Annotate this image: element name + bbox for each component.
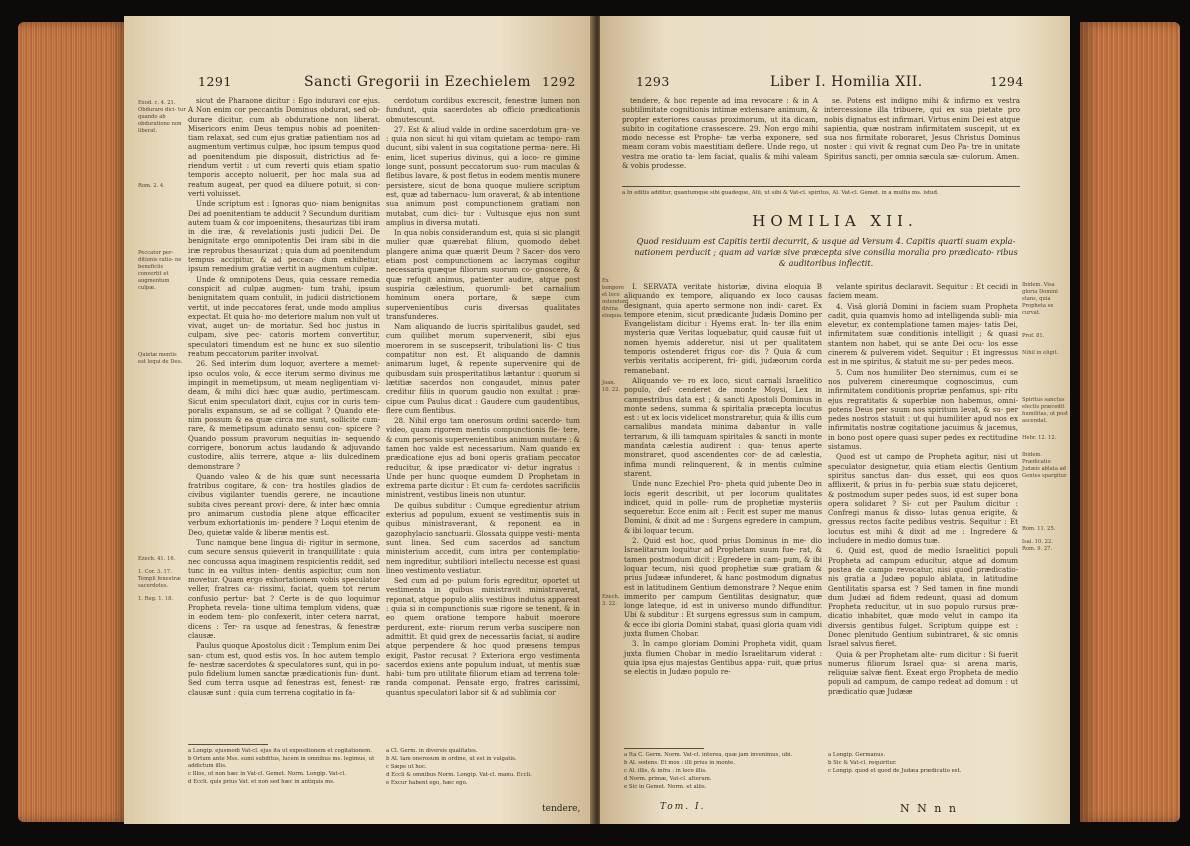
margin-note: Rom. 2. 4. [138, 183, 165, 189]
footnote: d Norm. primæ, Vat-cl. alterum. [624, 776, 712, 782]
right-top-column-b [824, 96, 1020, 162]
left-page-edges [18, 22, 128, 822]
margin-note: Spiritus sanctus electis præcedit humilitas, ut post ascendat. [1022, 397, 1068, 424]
paragraph: Unde & omnipotens Deus, quia cessare remedia conspicit ad culpæ augmen- tum trahi, ipsum benignitatem quam contulit, in judicii districtionem vertit, ut inde peccatores ferat, unde modo amplius expectat. Et quia ho- mo deteriore malum non vult ut vivat, auget un- de moriatur. Sed hoc justus in culpam, sive pec- catoris mortem convertitur, speculatori timendum est ne hunc ex suo silentio reatum peccatorum pariter involvat. [188, 274, 380, 359]
paragraph: cerdotum cordibus excrescit, fenestræ lumen non fundunt, quia sacerdotes ab officio prædicationis obmutescunt. [386, 96, 580, 124]
left-footnotes-a [188, 748, 378, 787]
footnote: a Longip. ejusmodi Vat-cl. ejus ita ut expositionem et cogitationem. [188, 748, 372, 754]
margin-note: Ezech. 41. 16. [138, 556, 176, 562]
paragraph: se. Potens est indigno mihi & infirmo ex vestra intercessione illa tribuere, qui ex sua pietate pro nobis dignatus est infirmari. Virtus enim Dei est atque sapientia, quæ nostram infirmitatem suscepit, ut ex sua nos firmitate roboraret, Jesus Christus Dominus noster : qui vivit & regnat cum Deo Pa- tre in unitate Spiritus sancti, per omnia sæcula sæ- culorum. Amen. [824, 96, 1020, 161]
footnote: b Ortum ante Mss. sumi subditus, lucem in omnibus ms. legimus, ut addictum illis. [188, 756, 375, 769]
paragraph: 5. Cum nos humiliter Deo sternimus, cum ei se nos pulverem cinereumque cognoscimus, cum infirmitatem conditionis propriæ penfamus, spi- ritu ejus regratitatis & superbiæ non habemus, omni- potens Deus per suum nos spiritum levat, & su- per pedes nostros statuit : ut qui humiliter apud nos ex infirmitatis nostræ cogitatione jacuimus & jacemus, in bono post opere quasi super pedes ex rectitudine sistamus. [828, 367, 1018, 452]
right-margin-notes-a [602, 278, 629, 614]
margin-note: Peccator per- ditionis ratio- ne beneficiis convertit et augmentum culpæ. [138, 250, 182, 291]
footnote-rule [624, 748, 704, 749]
paragraph: Quod est ut campo de Propheta agitur, nisi ut speculator designetur, quia etiam electis Gentium spiritus sanctus dan- dus esset, qui eos quos afflixerit, & prius in fu- perbia suæ statu dejiceret, & postmodum super pedes suos, id est super bona opera solidaret ? Si- cut per Paulum dicitur : Confregi manus & disso- lutas genua erigite, & gressus rectos facite pedibus vestris. Sequitur : Et locutus est mihi & dixit ad me : Ingredere & includere in medio domus tuæ. [828, 452, 1018, 546]
margin-note: Isai. 10. 22. Rom. 9. 27. [1022, 539, 1053, 552]
paragraph: Quia & per Prophetam alte- rum dicitur : Si fuerit numerus filiorum Israel qua- si arena maris, reliquiæ salvæ fient. Exeat ergo Propheta de medio populi ad campum, de campo redeat ad domum : ut prædicatio quæ Judææ [828, 649, 1018, 696]
right-page-number-b: 1294 [990, 74, 1024, 89]
footnote: c Illos, ut non hæc in Vat-cl. Gemet. Norm. Longip. Vat-cl. [188, 771, 346, 777]
signature-mark: Tom. I. [660, 802, 706, 812]
left-margin-notes [138, 100, 186, 609]
footnote: b Al. tam onerosum in ordine, ut est in vulgatis. [386, 756, 517, 762]
paragraph: 3. In campo gloriam Domini Propheta vidit, quam juxta flumen Chobar in medio Israelitarum viderat : quia ipsa ejus majestas Gentibus appa- ruit, quæ prius se electis in Judæo populo re- [624, 639, 822, 677]
margin-note: Ex tempore et loco ostendunt divina eloquia. [602, 278, 629, 319]
paragraph: Aliquando ve- ro ex loco, sicut carnali Israelitico populo, def- cenderet de monte Moysi, Lex in campestribus data est ; & sancti Apostoli Dominus in monte sedens, summa & spiritalia præcepta locutus est : ut ex locis videlicet monstraretur, quia & illis cum carnalibus mandata minima dabantur in valle terrarum, & illi tamquam spiritales & sancti in monte mandata cælestia audirent : qua- tenus aperte monstraret, quod ascendentes cor- de ad cælestia, infima mundi relinquerent, & in mentis culmine starent. [624, 375, 822, 478]
footnote: d Eccli & omnibus Norm. Longip. Vat-cl. manu. Eccli. [386, 772, 532, 778]
margin-note: Quietæ mentis est loqui de Deo. [138, 352, 183, 365]
paragraph: Sed cum ad po- pulum foris egreditur, oportet ut vestimenta in quibus ministravit ministraverat, reponat, atque populo aliis vestibus indutus appareat : quia si in compunctionis suæ rigore se tenent, & in eo quem oratione tempore habuit moerore perdurent, exte- riorum rerum verba suscipere non admittit. Et quid grex de necessariis faciat, si audire atque perpendere & hoc quod præsens tempus exigit, Pastor recusat ? Exteriora ergo vestimenta sacerdos exiens ante populum induat, ut mentis suæ habi- tum pro utilitate filiorum etiam ad terrena tole- randa componat. Pensate ergo, fratres carissimi, quantus speculatori labor sit & ad sublimia cor [386, 576, 580, 697]
left-page-number-a: 1291 [198, 74, 232, 89]
paragraph: 6. Quid est, quod de medio Israelitici populi Propheta ad campum educitur, atque ad domum postea de campo revocatur, nisi quod prædicatio- nis gratia a Judæo populo ablata, in latitudine Gentilitatis sparsa est ? Sed tamen in fine mundi dum Judæi ad fidem redeunt, quasi ad domum Propheta reducitur, ut in suo populo rursus præ- dicatio inhabitet, quæ modo velut in campo ita diversis gentibus fulget. Scriptum quippe est : Donec plenitudo Gentium subintraret, & sic omnis Israel salvus fieret. [828, 546, 1018, 649]
paragraph: 28. Nihil ergo tam onerosum ordini sacerdo- tum video, quam rigorem mentis compunctionis fle- tere, & cum personis supervenientibus animum mutare : & tamen hoc valde est necessarium. Nam quando ex prædicatione ejus ad boni operis gratiam peccator reducitur, & ipse prædicator vi- detur ingratus : Unde per hunc quoque eumdem D Prophetam in extrema parte dicitur : Et cum fa- cerdotes sacrificiis ministrent, vestibus lineis non utuntur. [386, 416, 580, 500]
footnote: a Ita C. Germ. Norm. Vat-cl. interea, quæ jam invenimus, ubi. [624, 752, 793, 758]
footnote: a Cl. Germ. in diversis qualitates. [386, 748, 478, 754]
paragraph: I. SERVATA veritate historiæ, divina eloquia B aliquando ex tempore, aliquando ex loco causas designant, quia aperto sermone non indi- caret. Ex tempore etenim, sicut prædicante Judæis Domino per Evangelistam dicitur : Hyems erat. In- ter illa enim mysteria quæ Veritas loquebatur, quid causæ fuit ut nomen hyemis adderetur, nisi ut per qualitatem temporis ostenderet frigus cor- dis ? Quia & cum verbis veritatis acciperent, fri- gidi, judæorum corda remanebant. [624, 282, 822, 375]
margin-note: Rom. 11. 25. [1022, 526, 1056, 532]
footnote: e Sic in Gemet. Norm. et aliis. [624, 784, 707, 790]
margin-note: 1. Cor. 3. 17. Templi fenestræ sacerdotes. [138, 569, 181, 589]
paragraph: Unde nunc Ezechiel Pro- pheta quid jubente Deo in locis egerit describit, ut per locorum qualitates indicet, quid in polle- rum de prophetiæ mysteriis sequeretur. Ecce enim ait : Fecit est super me manus Domini, & dixit ad me : Surgens egredere in campum, & ibi loquar tecum. [624, 479, 822, 535]
left-running-title: Sancti Gregorii in Ezechielem [304, 74, 531, 90]
paragraph: 4. Visâ gloriâ Domini in faciem suam Propheta cadit, quia quamvis homo ad intelligenda subli- mia elevetur, ex contemplatione tamen majes- tatis Dei, infirmitatem suæ conditionis intelligit ; & quasi stantem non habet, qui se ante Dei ocu- los esse cinerem & pulverem videt. Sequitur : Et ingressus est in me spiritus, & statuit me su- per pedes meos. [828, 301, 1018, 367]
paragraph: Nam aliquando de lucris spiritalibus gaudet, sed cum quilibet morum supervenerit, sibi ejus moerorem in se suscepserit, tribulationi lis- C tius compatitur non est. Et aliquando de damnis animarum luget, & repente supervenire qui de quibusdam suis prosperitatibus lætantur : quorum si lætitiæ sacerdos non congaudet, minus pater creditur filiis in quorum gaudio non exultat : præ- cipue cum Paulus dicat : Gaudere cum gaudentibus, flere cum flentibus. [386, 322, 580, 415]
margin-note: Hebr. 12. 12. [1022, 435, 1057, 441]
right-page [600, 16, 1070, 824]
paragraph: Tunc namque bene lingua di- rigitur in sermone, cum secure sensus quieverit in tranquillitate : quia nec concussa aqua imaginem respicientis reddit, sed tunc in ea vultus inten- dentis aspicitur, cum non movetur. Quam ergo exhortationem vobis speculator veller, fratres ca- rissimi, faciat, quem tot rerum confusio pertur- bat ? Certe is de quo loquimur Propheta revela- tione ultima templum videns, quæ in eodem tem- plo confexerit, inter cetera narrat, dicens : Ter- ra usque ad fenestras, & fenestræ clausæ. [188, 537, 380, 640]
footnote: c Longip. quod et quod de Judæa prædicatio est. [828, 768, 962, 774]
footnote: d Eccli. quis prius Vat. et non sed hæc in antiquis ms. [188, 779, 335, 785]
margin-note: 1. Reg. 1. 18. [138, 596, 174, 602]
right-top-column-a [622, 96, 818, 171]
margin-note: Ibidem. Visa gloria Domini stans, quia Propheta se curvat. [1022, 282, 1058, 316]
paragraph: In qua nobis considerandum est, quia si sic plangit mulier quæ quærebat filium, quomodo debet plangere anima quæ quærit Deum ? Sacer- dos vero etiam post compunctionem ac lacrymas cogitur necessaria quæque filiorum suorum co- gnoscere, & quæ refugit animus, patienter audire, atque post suspiria cælestium, quorumli- bet carnalium hominum onera portare, & sæpe cum supervenientibus curis diversas qualitates transfunderes. [386, 228, 580, 321]
homily-subtitle: Quod residuum est Capitis tertii decurrit, & usque ad Versum 4. Capitis quarti suam expla- nationem perducit ; quam ad variæ sive præcepta sive consilia moralia pro prædicato- ribus & auditoribus inflectit. [634, 236, 1018, 268]
right-column-a [624, 282, 822, 677]
margin-note: Exod. c. 4. 21. Obdurare dici- tur quando ab obduratione non liberat. [138, 100, 186, 134]
paragraph: Unde scriptum est : Ignoras quo- niam benignitas Dei ad poenitentiam te adducit ? Secundum duritiam autem tuam & cor impoenitens, thesaurizas tibi iram in die iræ, & revelationis justi judicii Dei. De benignitate ergo omnipotentis Dei iram sibi in die iræ reprobus thesaurizat ; quia dum ad poenitendum tempus accipitur, & ad peccan- dum exhibetur, ipsum remedium gratiæ vertit in augmentum culpæ. [188, 199, 380, 274]
paragraph: Quando valeo & de his quæ sunt necessaria fratribus cogitare, & con- tra hostiles gladios de civibus vigilanter tuendis gerere, ne incautione subita cives pereant provi- dere, & inter hæc omnia pro animarum custodia plene atque efficaciter verbum exhortationis im- pendere ? Loqui etenim de Deo, quietæ valde & liberæ mentis est. [188, 471, 380, 537]
right-footnotes-b [828, 752, 1018, 776]
paragraph: Paulus quoque Apostolus dicit : Templum enim Dei san- ctum est, quod estis vos. In hoc autem templo fe- nestræ sacerdotes & speculatores sunt, qui in po- pulo fidelium lumen sanctæ prædicationis fun- dunt. Sed cum terra usque ad fenestras est, fenest- ræ clausæ sunt : quia cum terrena cogitatio in fa- [188, 641, 380, 697]
paragraph: De quibus subditur : Cumque egredientur atrium exterius ad populum, exuent se vestimentis suis in quibus ministraverant, & reponent ea in gazophylacio sanctuarii. Glossata quippe vesti- menta sunt linea. Sed cum sacerdos ad sanctum ministerium accedit, cum intra per contemplatio- nem ingreditur, subtiliori intellectu necesse est quasi lineo vestimento vestiatur. [386, 500, 580, 575]
right-catchword: N N n n [900, 802, 958, 815]
right-page-number-a: 1293 [636, 74, 670, 89]
left-catchword: tendere, [542, 804, 581, 814]
left-column-b [386, 96, 580, 698]
footnote: b Al. sedens. Et mox : illi prius in monte. [624, 760, 736, 766]
paragraph: velante spiritus declaravit. Sequitur : Et cecidi in faciem meam. [828, 282, 1018, 301]
right-column-b [828, 282, 1018, 697]
paragraph: tendere, & hoc repente ad ima revocare : & in A subtilimitate cognitionis intimæ extensare animum, & propter exteriores causas proximorum, ut ita dicam, subito in cogitatione crassescere. 29. Non ergo mihi modo necesse est Prophe- tæ verba exponere, sed meam coram vobis maestitiam deflere. Unde rego, ut vestra me oratio ta- lem faciat, qualis & mihi valeam & vobis prodesse. [622, 96, 818, 171]
margin-note: Joan. 10. 22. [602, 380, 621, 393]
right-running-title: Liber I. Homilia XII. [770, 74, 923, 90]
left-page [124, 16, 594, 824]
margin-note: Ezech. 3. 22. [602, 594, 620, 607]
top-footnote-rule [622, 186, 1020, 187]
left-column-a [188, 96, 380, 698]
footnote-rule [188, 744, 268, 745]
paragraph: 27. Est & aliud valde in ordine sacerdotum gra- ve : quia non sicut hi qui vitam quietam ac tempo- ram ducunt, sibi valent in sua cogitatione perma- nere. Hi enim, licet superius divinus, qui a loco- re gimine longe sunt, possunt peccatorum suo- rum maculas & fletibus lavare, & post fletus in eodem mentis munere persistere, sicut de bona quoque muliere scriptum est, quæ ad tabernacu- lum oraverat, & ab intentione sua animum post compunctionem gratiam non mutabat, cum dici- tur : Vultusque ejus non sunt amplius in diversa mutati. [386, 124, 580, 227]
right-top-footnote: a In editis additur, quantumque sibi guadeque, Alii, ut sibi & Vat-cl. spiritus, Al. Vat-cl. Gemet. in a multis ms. istud. [622, 190, 939, 196]
footnote: b Sic & Vat-cl. requiritur. [828, 760, 897, 766]
margin-note: Nihil in eligit. [1022, 350, 1059, 356]
footnote: a Longip. Germanus. [828, 752, 886, 758]
paragraph: sicut de Pharaone dicitur : Ego induravi cor ejus. A Non enim cor peccantis Dominus obdurat, sed ob- durare dicitur, cum ab obduratione non liberat. Misericors enim Deus tempus nobis ad poeniten- tiam relaxat, sed cum ejus gratiæ patientiam nos ad augmentum vertimus culpæ, hoc ipsum tempus quod ad poenitendum pie disposuit, districtius ad fe- riendum vertit : ut cum reverti quis etiam spatio temporis accepto noluerit, per hoc mala sua ad reatum augeat, per quod ea diluere potuit, si con- verti voluisset. [188, 96, 380, 198]
paragraph: 2. Quid est hoc, quod prius Dominus in me- dio Israelitarum loquitur ad Prophetam suum fue- rat, & tamen postmodum dicit : Egredere in cam- pum, & ibi loquar tecum, nisi quod prophetiæ suæ gratiam & prius Judææ infunderet, & hanc postmodum dignatus est in latitudinem Gentium demonstrare ? Neque enim immerito per campum Gentilitas designatur, quæ longe lateque, id est in universo mundo diffunditur. Ubi & subditur : Et surgens egressus sum in campum, & ecce ibi gloria Domini stabat, quasi gloria quam vidi juxta flumen Chobar. [624, 536, 822, 638]
left-footnotes-b [386, 748, 578, 788]
left-page-number-b: 1292 [542, 74, 576, 89]
footnote: c Al. illis, & infra : in loco illis. [624, 768, 707, 774]
right-page-edges [1080, 22, 1180, 822]
footnote: c Sæpe ut hoc. [386, 764, 427, 770]
homily-title: HOMILIA XII. [752, 212, 918, 230]
paragraph: 26. Sed interim dum loquor, avertere a memet- ipso oculos volo, & ecce iterum sermo divinus me impingit in memetipsum, ut meam negligentiam vi- deam, & mihi dici hæc quæ audio, pertimescam. Sicut enim speculatori dixit, cujus cor in curis tem- poralis expansum, se ad se colligat ? Quando ete- nim possum & ea quæ circa me sunt, sollicite cum- rare, & memetipsum adunato sensu con- spicere ? Quando possum pravorum nequitias in- sequendo corrigere, bonorum actus laudando & adjuvando custodire, aliis terrere, atque a- liis dulcedinem demonstrare ? [188, 359, 380, 471]
margin-note: Prof. 81. [1022, 333, 1045, 339]
footnote: e Excur habent ego, hæc ego. [386, 780, 468, 786]
right-margin-notes-b [1022, 282, 1068, 559]
margin-note: Ibidem. Prædicatio Judæis ablata ad Gentes spargitur. [1022, 452, 1068, 479]
right-footnotes-a [624, 752, 820, 792]
